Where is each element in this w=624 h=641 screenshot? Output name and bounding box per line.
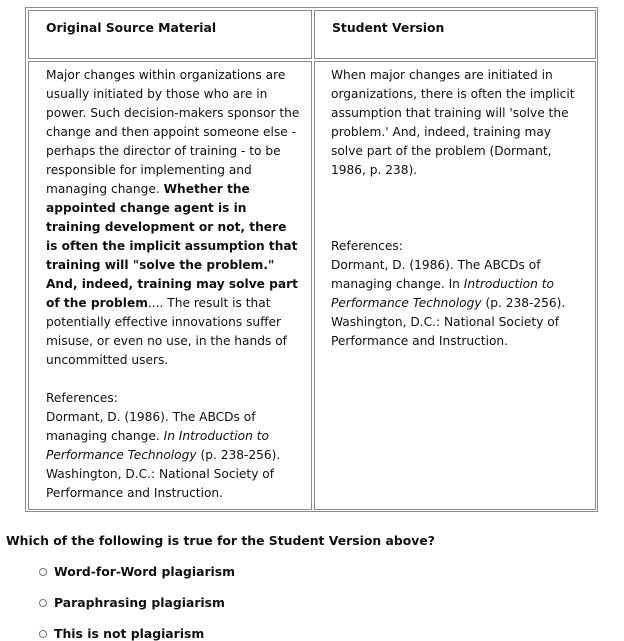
option-label: Word-for-Word plagiarism	[54, 564, 236, 579]
original-text-1: Major changes within organizations are usually initiated by those who are in power. Such decision-makers sponsor the change and then appoint someone else - perhaps the director of training - to be responsible for implementing and managing change.	[46, 68, 300, 196]
reference-details: (p. 238-256). Washington, D.C.: National Society of Performance and Instruction.	[331, 296, 566, 348]
header-original-source: Original Source Material	[28, 10, 312, 59]
header-student-version: Student Version	[314, 10, 596, 59]
option-not-plagiarism[interactable]	[39, 626, 204, 641]
original-references	[46, 389, 301, 503]
student-references	[331, 237, 586, 351]
option-word-for-word[interactable]	[39, 564, 235, 579]
option-label: Paraphrasing plagiarism	[54, 595, 225, 610]
student-passage: When major changes are initiated in organizations, there is often the implicit assumption that training will 'solve the problem.' And, indeed, training may solve part of the problem (Dormant, 1986, p. 238).	[331, 68, 575, 177]
option-paraphrasing[interactable]	[39, 595, 225, 610]
reference-title: Introduction to Performance Technology	[331, 277, 554, 310]
radio-button[interactable]	[39, 599, 47, 607]
original-passage	[46, 66, 301, 370]
student-version-cell	[314, 61, 596, 510]
option-label: This is not plagiarism	[54, 626, 205, 641]
question-text: Which of the following is true for the Student Version above?	[6, 533, 435, 548]
reference-text: Dormant, D. (1986). The ABCDs of managing change.	[46, 410, 256, 443]
reference-title: In Introduction to Performance Technology	[46, 429, 269, 462]
comparison-table	[25, 7, 598, 512]
radio-button[interactable]	[39, 630, 47, 638]
radio-button[interactable]	[39, 568, 47, 576]
references-label: References:	[46, 391, 118, 405]
original-text-2: .... The result is that potentially effective innovations suffer misuse, or even no use, in the hands of uncommitted users.	[46, 296, 287, 367]
original-source-cell	[28, 61, 312, 510]
reference-text: Dormant, D. (1986). The ABCDs of managing change. In	[331, 258, 541, 291]
references-label: References:	[331, 239, 403, 253]
original-text-bold: Whether the appointed change agent is in training development or not, there is often the implicit assumption that training will "solve the problem." And, indeed, training may solve part of the problem	[46, 182, 298, 310]
reference-details: (p. 238-256). Washington, D.C.: National Society of Performance and Instruction.	[46, 448, 281, 500]
